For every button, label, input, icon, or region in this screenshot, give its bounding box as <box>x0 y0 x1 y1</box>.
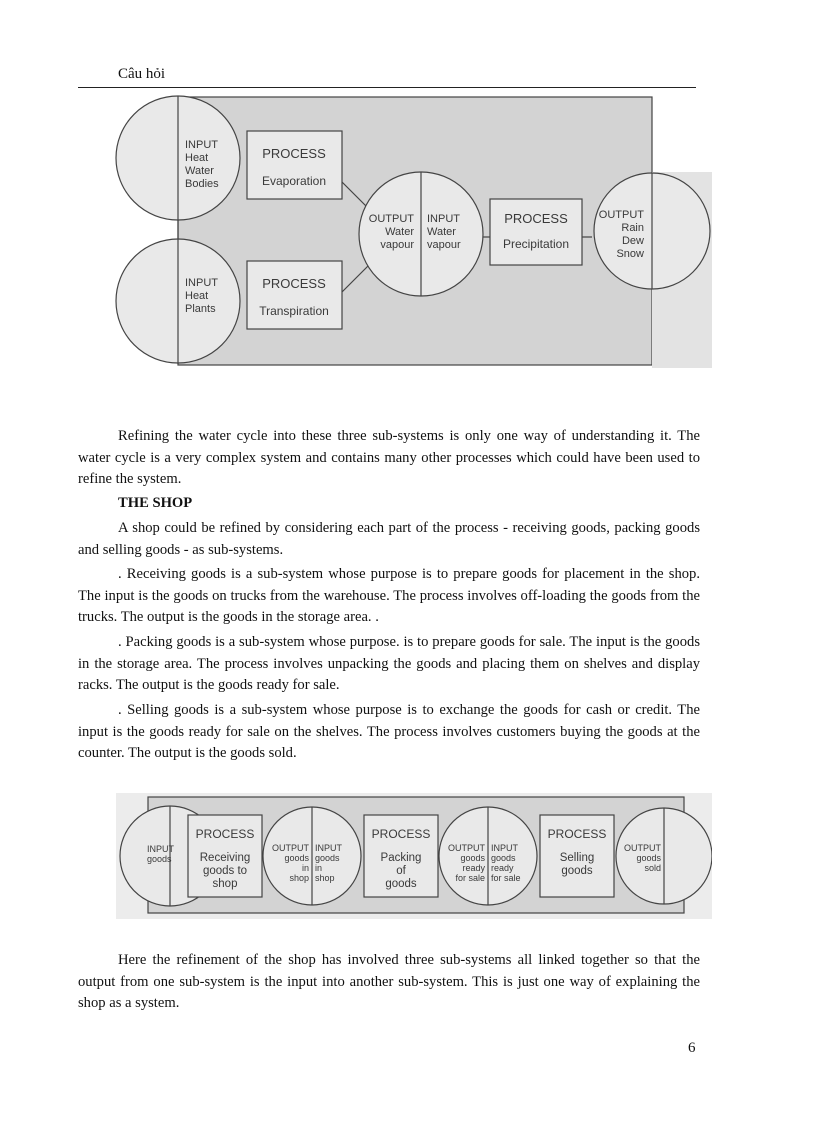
shop-output3-line: goods <box>636 853 661 863</box>
wc-input-mid-title: INPUT <box>427 213 460 225</box>
paragraph-water-cycle-note: Refining the water cycle into these three sub-systems is only one way of understanding it. The water cycle is a very complex system and contains many other processes which could have been used to refine the system. <box>78 428 700 487</box>
wc-input2-line: Heat <box>185 290 209 302</box>
wc-output-mid-line: Water <box>385 226 414 238</box>
paragraph-selling: . Selling goods is a sub-system whose purpose is to exchange the goods for cash or credit. The input is the goods ready for sale on the shelves. The process involves customers buying the goods at the counter. The output is the goods sold. <box>78 702 700 761</box>
water-cycle-diagram <box>114 94 714 370</box>
paragraph-receiving: . Receiving goods is a sub-system whose purpose is to prepare goods for placement in the shop. The input is the goods on trucks from the warehouse. The process involves off-loading the goods from the trucks. The output is the goods in the storage area. . <box>78 566 700 625</box>
shop-process2-line: Packing <box>380 852 422 864</box>
shop-output2-line: goods <box>460 853 485 863</box>
shop-output3-line: sold <box>644 863 661 873</box>
page-number: 6 <box>688 1040 696 1056</box>
shop-output2-line: for sale <box>455 873 485 883</box>
paragraph-shop-summary: Here the refinement of the shop has involved three sub-systems all linked together so that the output from one sub-system is the input into another sub-system. This is just one way of explaining the shop as a system. <box>78 952 700 1011</box>
shop-input3-title: INPUT <box>491 843 518 853</box>
wc-input2-line: Plants <box>185 303 216 315</box>
wc-output-final-line: Dew <box>621 235 644 247</box>
shop-input2-line: shop <box>315 873 335 883</box>
wc-output-final-line: Snow <box>616 248 644 260</box>
wc-output-final-title: OUTPUT <box>598 209 644 221</box>
paragraph-shop-intro: A shop could be refined by considering each part of the process - receiving goods, packing goods and selling goods - as sub-systems. <box>78 520 700 558</box>
shop-input2-line: in <box>315 863 323 873</box>
wc-input2-title: INPUT <box>185 277 218 289</box>
shop-output2-line: ready <box>462 863 485 873</box>
shop-output1-line: in <box>301 863 309 873</box>
wc-process1-title: PROCESS <box>262 146 326 161</box>
shop-input1-line: goods <box>147 854 172 864</box>
section-heading-shop: THE SHOP <box>118 495 193 511</box>
paragraph-packing: . Packing goods is a sub-system whose purpose. is to prepare goods for sale. The input is the goods in the storage area. The process involves unpacking the goods and placing them on shelves and display racks. The output is the goods ready for sale. <box>78 634 700 693</box>
shop-input2-title: INPUT <box>315 843 342 853</box>
shop-process2-title: PROCESS <box>371 827 431 841</box>
shop-process3-line: Selling <box>559 852 595 864</box>
shop-input3-line: goods <box>491 853 516 863</box>
shop-output3-title: OUTPUT <box>624 843 661 853</box>
wc-input1-line: Heat <box>185 152 209 164</box>
shop-output1-line: goods <box>284 853 309 863</box>
wc-input1-line: Water <box>185 165 214 177</box>
running-header: Câu hỏi <box>118 66 166 82</box>
wc-process1-name: Evaporation <box>261 174 327 188</box>
wc-input-mid-line: vapour <box>427 239 461 251</box>
wc-process2-title: PROCESS <box>262 276 326 291</box>
wc-process3-name: Precipitation <box>502 237 570 251</box>
wc-input-mid-line: Water <box>427 226 456 238</box>
shop-process3-line: goods <box>561 865 593 877</box>
wc-input1-line: Bodies <box>185 178 219 190</box>
shop-process1-line: Receiving <box>199 852 251 864</box>
shop-process3-title: PROCESS <box>547 827 607 841</box>
shop-process1-line: goods to <box>202 865 248 877</box>
shop-process1-line: shop <box>212 878 238 890</box>
wc-output-mid-title: OUTPUT <box>368 213 414 225</box>
wc-process2-name: Transpiration <box>259 304 329 318</box>
wc-output-mid-line: vapour <box>380 239 414 251</box>
shop-process1-title: PROCESS <box>195 827 255 841</box>
shop-input3-line: for sale <box>491 873 521 883</box>
shop-process2-line: of <box>396 865 406 877</box>
wc-output-final-line: Rain <box>621 222 644 234</box>
shop-input2-line: goods <box>315 853 340 863</box>
wc-input1-title: INPUT <box>185 139 218 151</box>
shop-output1-title: OUTPUT <box>272 843 309 853</box>
shop-input3-line: ready <box>491 863 514 873</box>
header-rule <box>78 87 696 88</box>
shop-output1-line: shop <box>289 873 309 883</box>
wc-process3-title: PROCESS <box>504 211 568 226</box>
shop-input1-title: INPUT <box>147 844 174 854</box>
shop-diagram <box>116 793 712 919</box>
shop-output2-title: OUTPUT <box>448 843 485 853</box>
shop-process2-line: goods <box>385 878 417 890</box>
